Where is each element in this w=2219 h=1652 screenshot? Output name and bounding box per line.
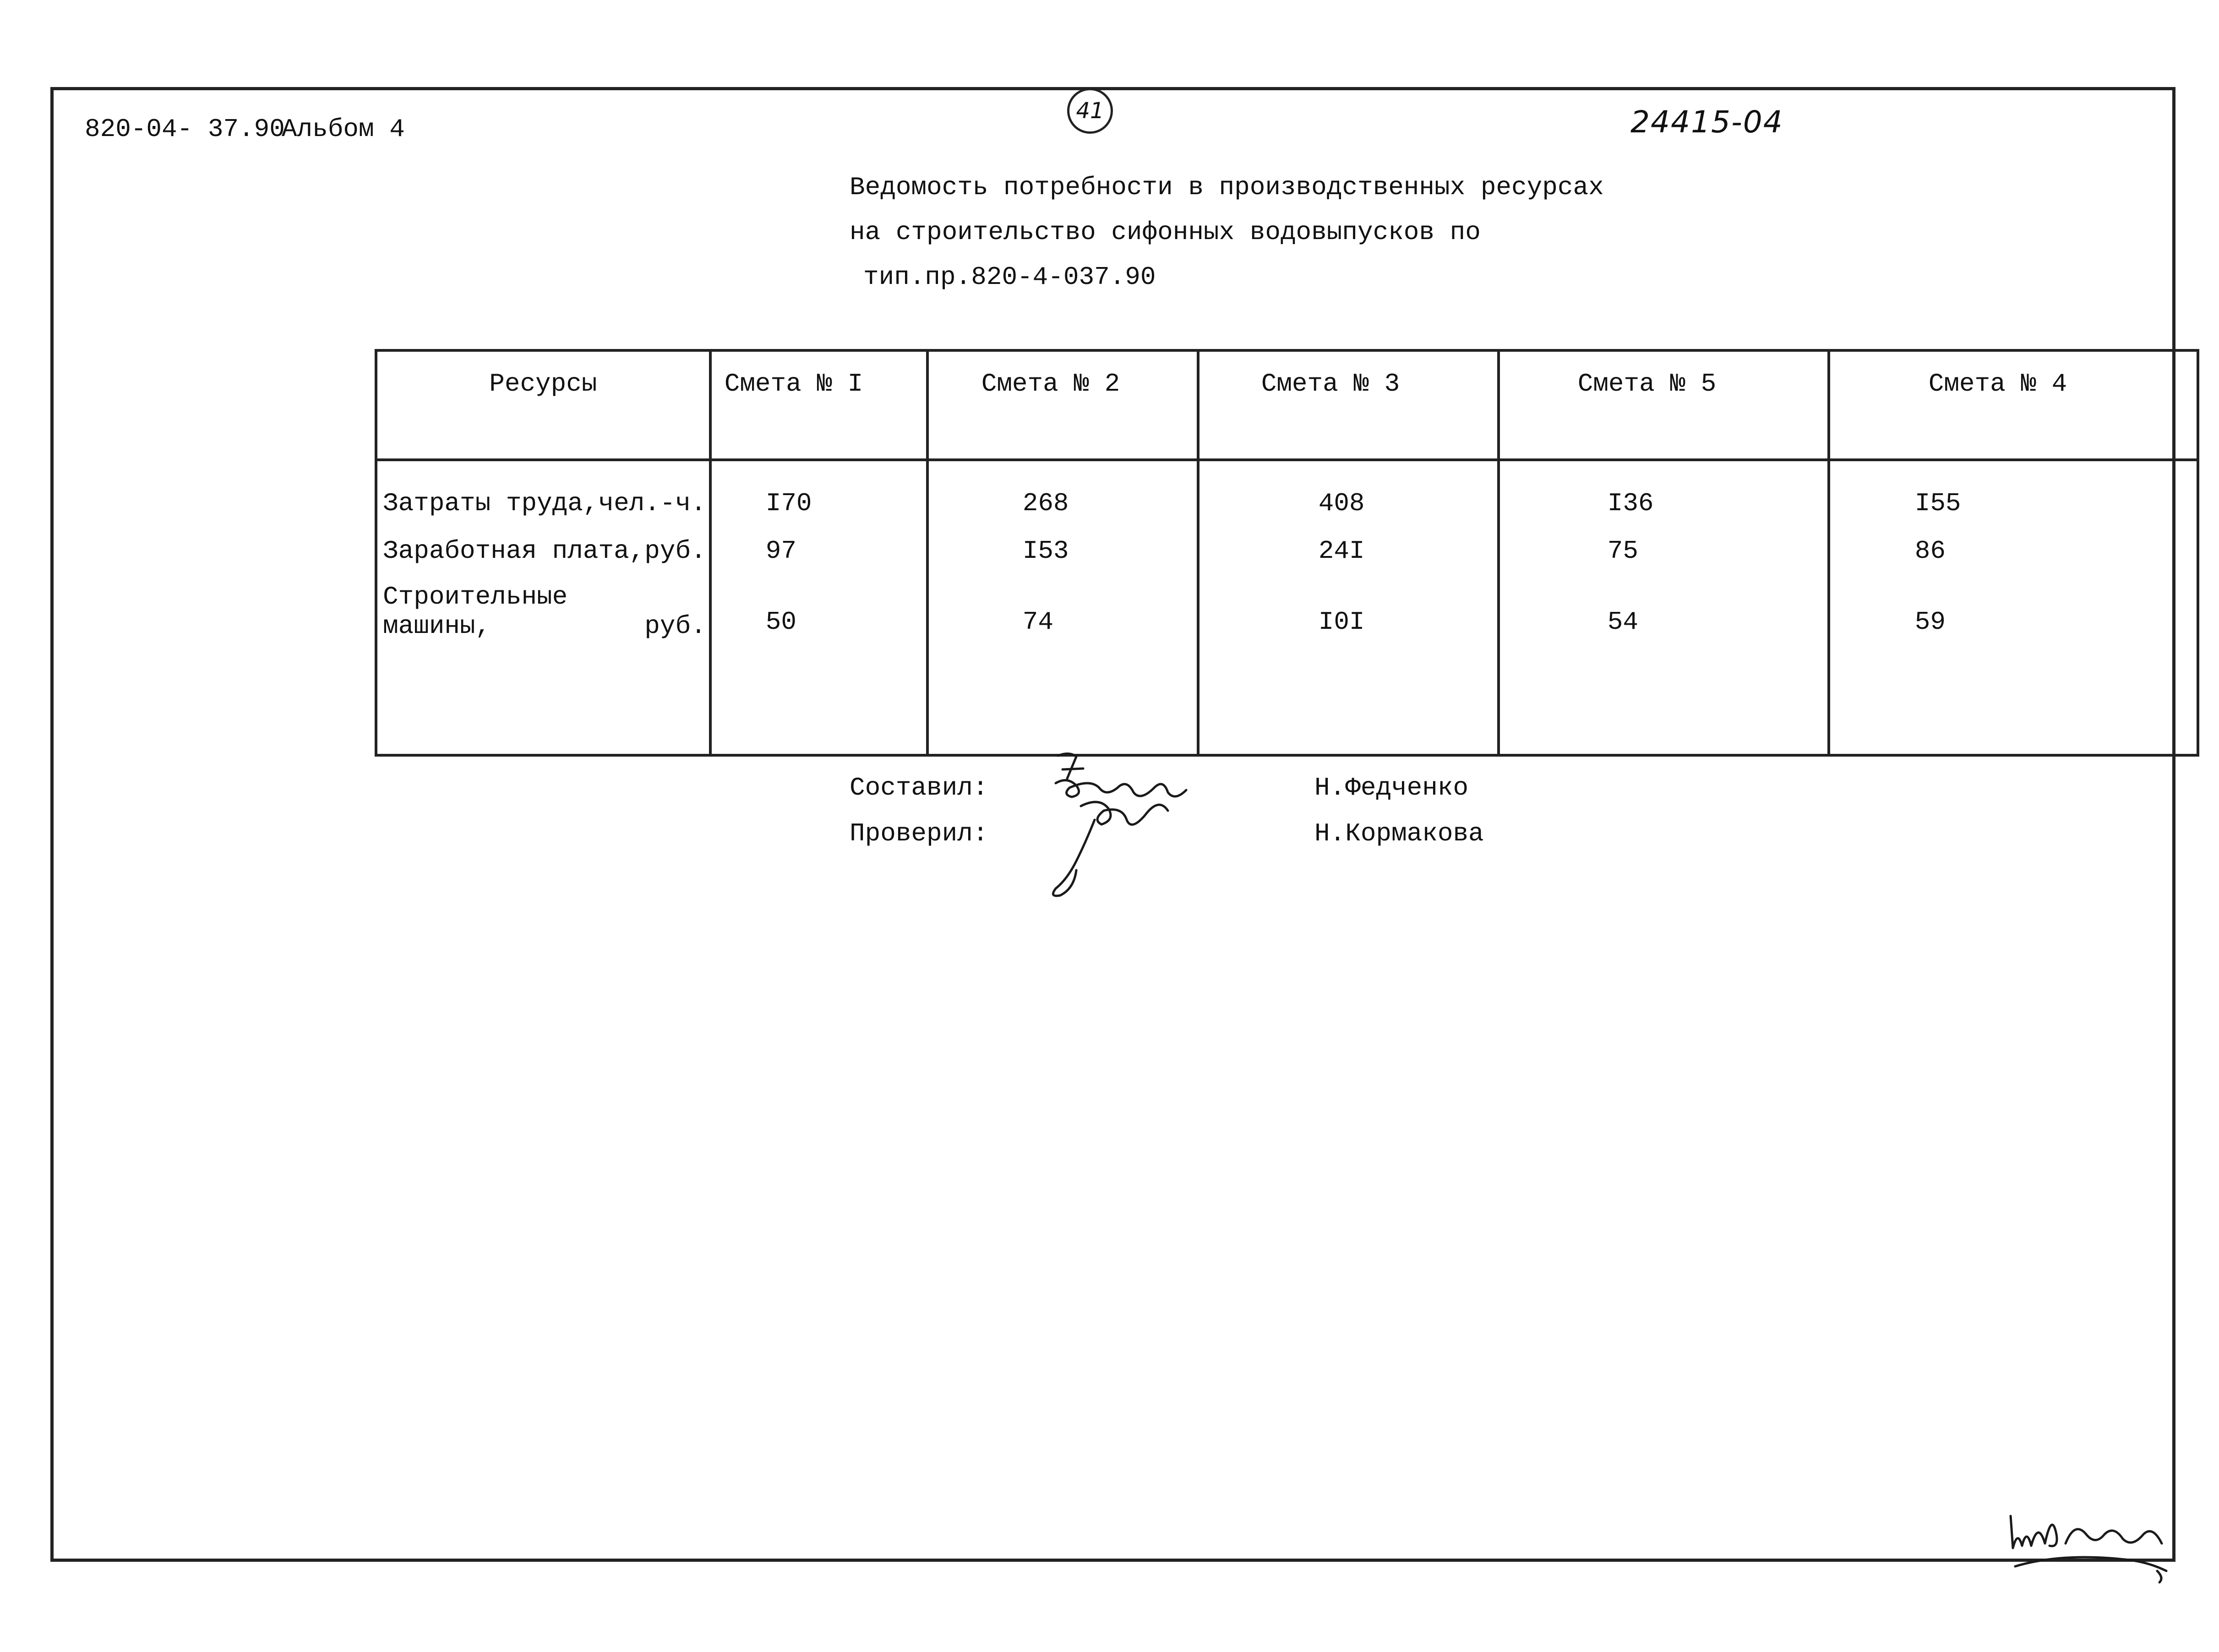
corner-signature [2006, 1502, 2171, 1585]
value-cell: 54 [1499, 582, 1829, 755]
resource-cell: Затраты труда,чел.-ч. [376, 460, 710, 536]
table-row [376, 536, 2198, 582]
resource-line-2 [383, 611, 706, 641]
title-line-1: Ведомость потребности в производственных ресурсах [850, 173, 1604, 202]
page-number-circle [1067, 88, 1113, 134]
resource-line-1: Строительные [383, 582, 568, 611]
header-estimate-2: Смета № 2 [927, 350, 1198, 460]
value-cell: I53 [927, 536, 1198, 582]
header-estimate-4: Смета № 4 [1829, 350, 2198, 460]
page-number: 41 [1076, 98, 1104, 124]
value-cell: 50 [710, 582, 927, 755]
resource-cell: Заработная плата,руб. [376, 536, 710, 582]
compiled-by-name: Н.Федченко [1314, 773, 1469, 802]
handwritten-signatures [1049, 751, 1241, 902]
checked-by-name: Н.Кормакова [1314, 819, 1484, 848]
header-estimate-3: Смета № 3 [1198, 350, 1499, 460]
value-cell: 24I [1198, 536, 1499, 582]
resource-line-2-unit: руб. [644, 611, 706, 641]
value-cell: I70 [710, 460, 927, 536]
document-code: 820-04- 37.90 [85, 114, 285, 144]
compiled-by-label: Составил: [850, 773, 988, 802]
value-cell: 59 [1829, 582, 2198, 755]
header-resources: Ресурсы [376, 350, 710, 460]
value-cell: 268 [927, 460, 1198, 536]
value-cell: I36 [1499, 460, 1829, 536]
resources-table [375, 349, 2199, 757]
checked-by-label: Проверил: [850, 819, 988, 848]
signer-names [1314, 765, 1484, 856]
value-cell: 74 [927, 582, 1198, 755]
value-cell: I55 [1829, 460, 2198, 536]
value-cell: 75 [1499, 536, 1829, 582]
document-title [850, 165, 1604, 300]
value-cell: 97 [710, 536, 927, 582]
album-label: Альбом 4 [282, 114, 405, 144]
header-estimate-5: Смета № 5 [1499, 350, 1829, 460]
table-header-row [376, 350, 2198, 460]
header-estimate-1: Смета № I [710, 350, 927, 460]
title-line-2: на строительство сифонных водовыпусков по [850, 218, 1481, 247]
table-row [376, 460, 2198, 536]
value-cell: 408 [1198, 460, 1499, 536]
title-line-3: тип.пр.820-4-037.90 [863, 262, 1156, 292]
inventory-number: 24415-04 [1630, 104, 1783, 140]
signer-labels [850, 765, 988, 856]
resource-line-2-name: машины, [383, 611, 491, 641]
table-row [376, 582, 2198, 755]
resource-cell [376, 582, 710, 755]
value-cell: 86 [1829, 536, 2198, 582]
value-cell: I0I [1198, 582, 1499, 755]
